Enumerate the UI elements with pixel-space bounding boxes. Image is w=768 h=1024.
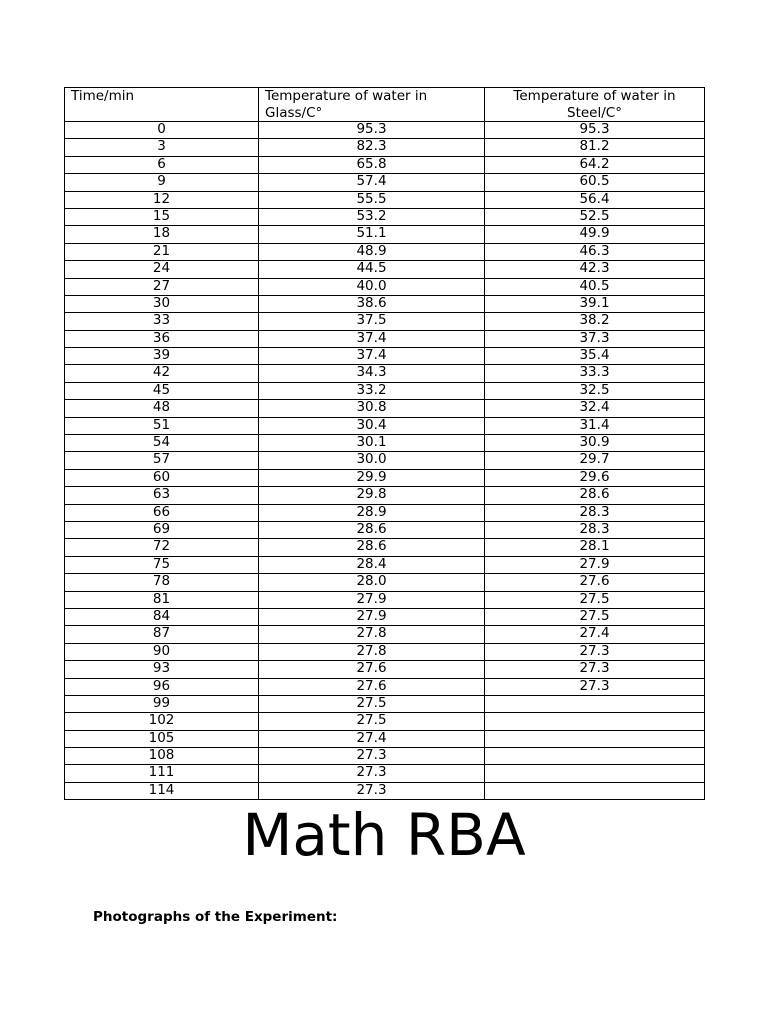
- table-row: [65, 504, 705, 521]
- cell-steel-temperature: 27.5: [485, 591, 705, 608]
- table-header: [65, 88, 705, 122]
- cell-steel-temperature: 39.1: [485, 295, 705, 312]
- table-row: [65, 695, 705, 712]
- table-row: [65, 435, 705, 452]
- cell-steel-temperature: 27.6: [485, 574, 705, 591]
- table-row: [65, 191, 705, 208]
- cell-steel-temperature: 52.5: [485, 208, 705, 225]
- cell-glass-temperature: 33.2: [259, 382, 485, 399]
- cell-time: 111: [65, 765, 259, 782]
- cell-time: 12: [65, 191, 259, 208]
- cell-glass-temperature: 55.5: [259, 191, 485, 208]
- cell-steel-temperature: 27.3: [485, 661, 705, 678]
- table-row: [65, 400, 705, 417]
- cell-steel-temperature: 30.9: [485, 435, 705, 452]
- cell-glass-temperature: 51.1: [259, 226, 485, 243]
- table-row: [65, 365, 705, 382]
- cell-glass-temperature: 27.4: [259, 730, 485, 747]
- table-row: [65, 661, 705, 678]
- table-row: [65, 730, 705, 747]
- cell-glass-temperature: 28.9: [259, 504, 485, 521]
- cell-time: 36: [65, 330, 259, 347]
- cell-steel-temperature: 27.3: [485, 678, 705, 695]
- table-row: [65, 678, 705, 695]
- cell-time: 30: [65, 295, 259, 312]
- cell-steel-temperature: 28.1: [485, 539, 705, 556]
- cell-glass-temperature: 27.8: [259, 643, 485, 660]
- cell-steel-temperature: 27.4: [485, 626, 705, 643]
- table-row: [65, 608, 705, 625]
- cell-time: 105: [65, 730, 259, 747]
- table-row: [65, 417, 705, 434]
- cell-time: 84: [65, 608, 259, 625]
- cell-time: 75: [65, 556, 259, 573]
- table-row: [65, 556, 705, 573]
- cell-time: 33: [65, 313, 259, 330]
- cell-steel-temperature: 64.2: [485, 156, 705, 173]
- cell-glass-temperature: 40.0: [259, 278, 485, 295]
- table-row: [65, 313, 705, 330]
- table-row: [65, 748, 705, 765]
- cell-steel-temperature: [485, 730, 705, 747]
- cell-time: 93: [65, 661, 259, 678]
- table-row: [65, 539, 705, 556]
- cell-glass-temperature: 53.2: [259, 208, 485, 225]
- cell-glass-temperature: 27.9: [259, 591, 485, 608]
- table-row: [65, 174, 705, 191]
- table-row: [65, 261, 705, 278]
- cell-time: 102: [65, 713, 259, 730]
- cell-glass-temperature: 27.5: [259, 713, 485, 730]
- cell-time: 3: [65, 139, 259, 156]
- cell-time: 87: [65, 626, 259, 643]
- cell-glass-temperature: 27.3: [259, 748, 485, 765]
- table-row: [65, 765, 705, 782]
- cell-time: 90: [65, 643, 259, 660]
- cell-steel-temperature: 29.7: [485, 452, 705, 469]
- cell-steel-temperature: 38.2: [485, 313, 705, 330]
- table-row: [65, 643, 705, 660]
- table-row: [65, 139, 705, 156]
- cell-time: 114: [65, 782, 259, 799]
- cell-steel-temperature: 28.3: [485, 521, 705, 538]
- cell-glass-temperature: 27.5: [259, 695, 485, 712]
- cell-glass-temperature: 27.9: [259, 608, 485, 625]
- cell-glass-temperature: 27.6: [259, 678, 485, 695]
- cell-glass-temperature: 27.3: [259, 765, 485, 782]
- cell-glass-temperature: 29.8: [259, 487, 485, 504]
- cell-glass-temperature: 30.0: [259, 452, 485, 469]
- table-row: [65, 122, 705, 139]
- table-header-row: [65, 88, 705, 122]
- cell-steel-temperature: 32.5: [485, 382, 705, 399]
- cell-time: 27: [65, 278, 259, 295]
- cell-time: 21: [65, 243, 259, 260]
- cell-steel-temperature: 49.9: [485, 226, 705, 243]
- cell-steel-temperature: 31.4: [485, 417, 705, 434]
- cell-steel-temperature: 37.3: [485, 330, 705, 347]
- cell-steel-temperature: 81.2: [485, 139, 705, 156]
- cell-steel-temperature: 60.5: [485, 174, 705, 191]
- cell-time: 108: [65, 748, 259, 765]
- cell-steel-temperature: 27.5: [485, 608, 705, 625]
- cell-steel-temperature: 27.9: [485, 556, 705, 573]
- cell-glass-temperature: 30.1: [259, 435, 485, 452]
- cell-time: 24: [65, 261, 259, 278]
- cell-time: 6: [65, 156, 259, 173]
- cell-time: 66: [65, 504, 259, 521]
- cell-glass-temperature: 38.6: [259, 295, 485, 312]
- cell-glass-temperature: 57.4: [259, 174, 485, 191]
- table-row: [65, 295, 705, 312]
- cell-glass-temperature: 27.6: [259, 661, 485, 678]
- table-row: [65, 574, 705, 591]
- cell-glass-temperature: 28.6: [259, 539, 485, 556]
- cell-glass-temperature: 28.0: [259, 574, 485, 591]
- table-body: [65, 122, 705, 800]
- cell-steel-temperature: [485, 713, 705, 730]
- cell-glass-temperature: 65.8: [259, 156, 485, 173]
- cell-steel-temperature: 40.5: [485, 278, 705, 295]
- cell-steel-temperature: [485, 695, 705, 712]
- cell-steel-temperature: [485, 748, 705, 765]
- cell-steel-temperature: 27.3: [485, 643, 705, 660]
- cell-glass-temperature: 95.3: [259, 122, 485, 139]
- table-row: [65, 469, 705, 486]
- cell-glass-temperature: 37.4: [259, 330, 485, 347]
- cell-time: 69: [65, 521, 259, 538]
- table-row: [65, 591, 705, 608]
- table-row: [65, 156, 705, 173]
- cell-time: 45: [65, 382, 259, 399]
- cell-time: 0: [65, 122, 259, 139]
- table-row: [65, 243, 705, 260]
- table-row: [65, 330, 705, 347]
- cell-time: 72: [65, 539, 259, 556]
- table-row: [65, 348, 705, 365]
- cell-glass-temperature: 28.4: [259, 556, 485, 573]
- cell-time: 39: [65, 348, 259, 365]
- cell-glass-temperature: 34.3: [259, 365, 485, 382]
- table-row: [65, 452, 705, 469]
- table-row: [65, 487, 705, 504]
- header-steel-temperature: Temperature of water in Steel/C°: [485, 88, 705, 122]
- table-row: [65, 226, 705, 243]
- cell-steel-temperature: 28.6: [485, 487, 705, 504]
- temperature-data-table: [64, 87, 705, 800]
- cell-steel-temperature: 56.4: [485, 191, 705, 208]
- cell-time: 15: [65, 208, 259, 225]
- table-row: [65, 782, 705, 799]
- cell-time: 18: [65, 226, 259, 243]
- cell-time: 96: [65, 678, 259, 695]
- cell-steel-temperature: 33.3: [485, 365, 705, 382]
- cell-time: 51: [65, 417, 259, 434]
- table-row: [65, 382, 705, 399]
- cell-glass-temperature: 37.4: [259, 348, 485, 365]
- cell-glass-temperature: 44.5: [259, 261, 485, 278]
- cell-time: 57: [65, 452, 259, 469]
- cell-time: 99: [65, 695, 259, 712]
- cell-glass-temperature: 27.8: [259, 626, 485, 643]
- cell-steel-temperature: 42.3: [485, 261, 705, 278]
- cell-steel-temperature: 32.4: [485, 400, 705, 417]
- cell-time: 81: [65, 591, 259, 608]
- cell-glass-temperature: 27.3: [259, 782, 485, 799]
- table-row: [65, 713, 705, 730]
- table-row: [65, 278, 705, 295]
- cell-time: 78: [65, 574, 259, 591]
- cell-time: 42: [65, 365, 259, 382]
- cell-steel-temperature: 95.3: [485, 122, 705, 139]
- cell-steel-temperature: 46.3: [485, 243, 705, 260]
- cell-glass-temperature: 37.5: [259, 313, 485, 330]
- table-row: [65, 521, 705, 538]
- cell-glass-temperature: 28.6: [259, 521, 485, 538]
- page-title: Math RBA: [242, 801, 526, 869]
- cell-time: 63: [65, 487, 259, 504]
- cell-glass-temperature: 82.3: [259, 139, 485, 156]
- cell-glass-temperature: 30.4: [259, 417, 485, 434]
- table-row: [65, 626, 705, 643]
- cell-glass-temperature: 48.9: [259, 243, 485, 260]
- cell-glass-temperature: 29.9: [259, 469, 485, 486]
- cell-steel-temperature: 28.3: [485, 504, 705, 521]
- photos-heading: Photographs of the Experiment:: [93, 909, 338, 925]
- cell-time: 9: [65, 174, 259, 191]
- cell-time: 48: [65, 400, 259, 417]
- cell-steel-temperature: 29.6: [485, 469, 705, 486]
- table-row: [65, 208, 705, 225]
- cell-steel-temperature: 35.4: [485, 348, 705, 365]
- cell-steel-temperature: [485, 765, 705, 782]
- cell-time: 60: [65, 469, 259, 486]
- cell-glass-temperature: 30.8: [259, 400, 485, 417]
- cell-steel-temperature: [485, 782, 705, 799]
- header-time: Time/min: [65, 88, 259, 122]
- cell-time: 54: [65, 435, 259, 452]
- header-glass-temperature: Temperature of water in Glass/C°: [259, 88, 485, 122]
